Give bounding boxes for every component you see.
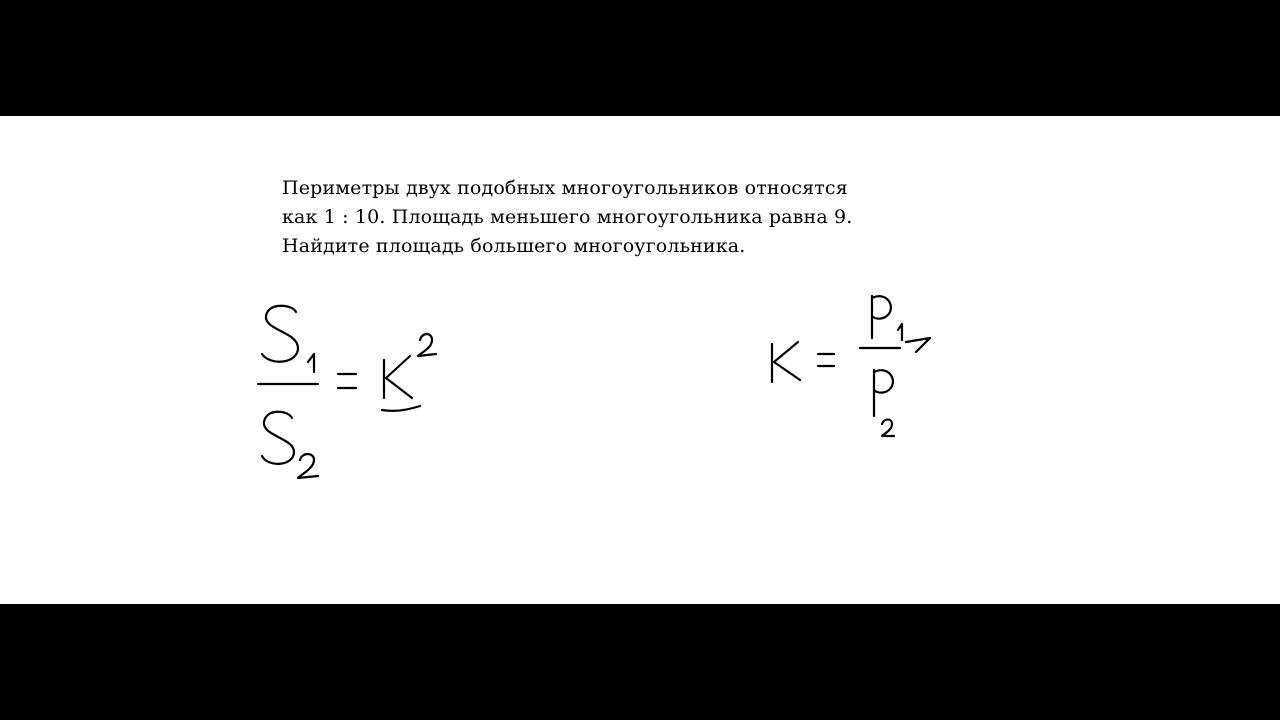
subscript-2-denominator [298,454,318,478]
letter-p-denominator [874,370,893,416]
letter-s-denominator [262,412,294,464]
problem-line-2: как 1 : 10. Площадь меньшего многоугольника равна 9. [282,206,853,228]
handwritten-perimeter-ratio-formula [772,296,930,436]
problem-line-3: Найдите площадь большего многоугольника. [282,235,746,257]
handwritten-area-ratio-formula [258,306,436,478]
superscript-2 [418,334,436,356]
letter-p-numerator [872,296,891,338]
trailing-arrow-mark [906,338,930,352]
underline-k [382,406,420,411]
handwritten-notes [0,116,1280,604]
problem-line-1: Периметры двух подобных многоугольников относятся [282,177,848,199]
letter-s-numerator [262,306,298,362]
subscript-2-p [882,420,894,437]
letterbox-bottom [0,604,1280,720]
subscript-1-p [898,324,902,340]
letter-k-right-arms [774,342,800,380]
subscript-1-numerator [308,354,314,372]
letter-k-left-arms [386,356,412,398]
letterbox-top [0,0,1280,116]
whiteboard-sheet [0,116,1280,604]
